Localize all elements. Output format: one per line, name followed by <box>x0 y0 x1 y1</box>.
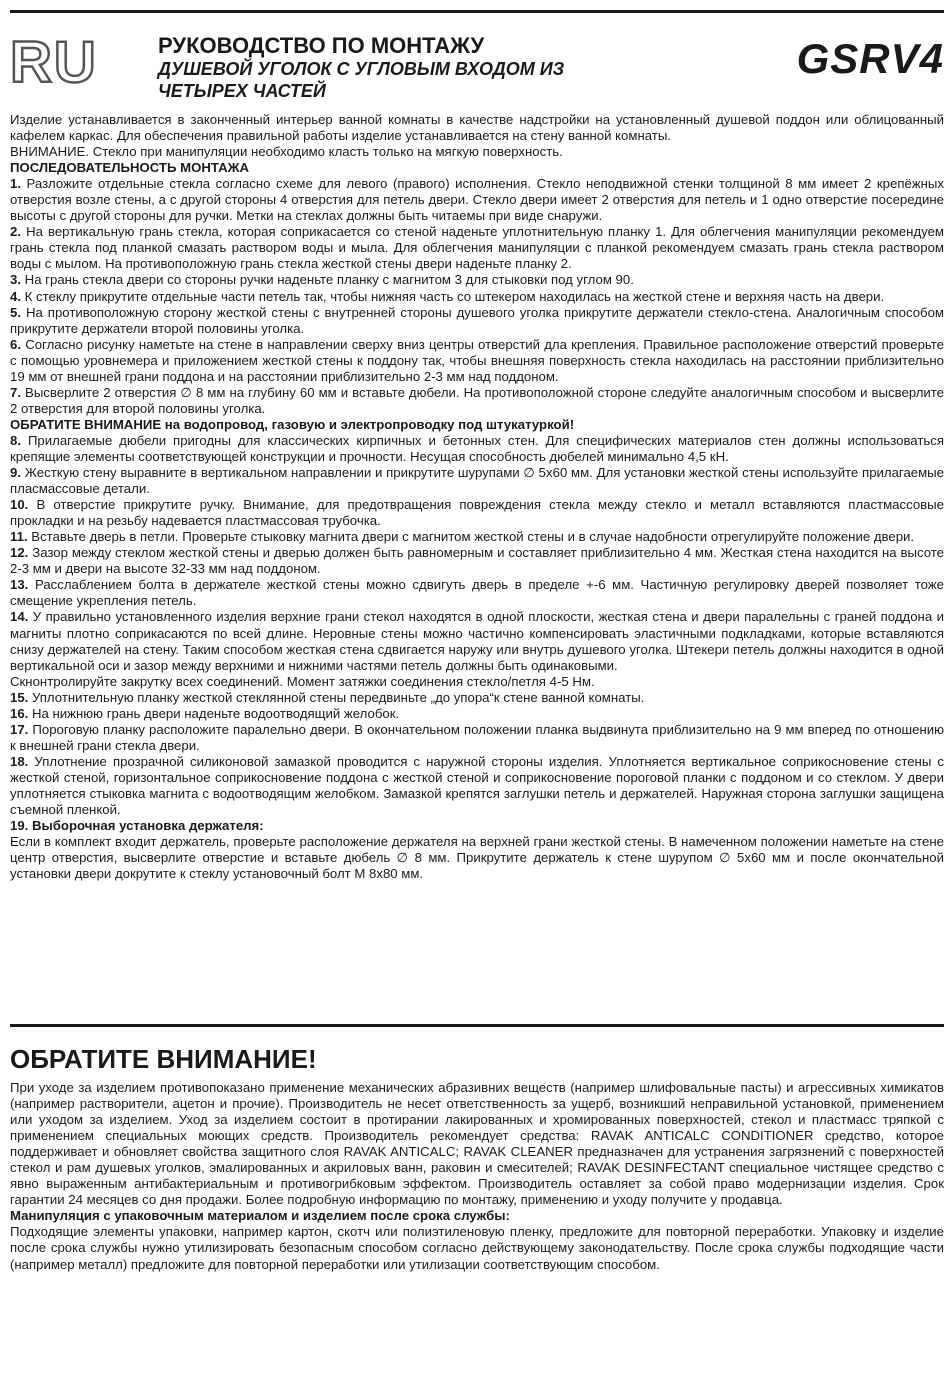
section-divider <box>10 1024 944 1027</box>
step-19-heading: 19. Выборочная установка держателя: <box>10 818 264 834</box>
torque-check: Скнонтролируйте закрутку всех соединений. Момент затяжки соединения стекло/петля 4-5 Нм. <box>10 673 595 689</box>
step-15: 15. Уплотнительную планку жесткой стеклянной стены передвиньте „до упора“к стене ванной комнаты. <box>10 689 645 705</box>
top-divider <box>10 10 944 13</box>
packaging-paragraph: Подходящие элементы упаковки, например картон, скотч или полиэтиленовую пленку, предложите для повторной переработки. Упаковку и изделие после срока службы нужно утилизировать безопасным способом согласно действующему законодательству. После срока службы подходящие части (например металл) предложите для повторной переработки или утилизации соответствующим способом. <box>10 1224 944 1272</box>
step-13: 13. Расслаблением болта в держателе жесткой стены можно сдвигуть дверь в пределе +-6 мм. Частичную регулировку дверей позволяет тоже смещение укрепления петель. <box>10 577 944 609</box>
step-1: 1. Разложите отдельные стекла согласно схеме для левого (правого) исполнения. Стекло неподвижной стенки толщиной 8 мм имеет 2 крепёжных отверстия возле стены, а с другой стороны 4 отверстия для петель двери. Стекло двери имеет 2 отверстия для петель и 1 одно отверстие посередине высоты с другой стороны для ручки. Метки на стеклах должны быть читаемы при виде снаружи. <box>10 176 944 224</box>
step-8: 8. Прилагаемые дюбели пригодны для классических кирпичных и бетонных стен. Для специфических материалов стен должны использоваться крепящие элементы соответствующей конструкции и прочности. Несущая способность дюбелей минимально 4,5 кН. <box>10 432 944 464</box>
care-paragraph: При уходе за изделием противопоказано применение механических абразивних веществ (например шлифовальные пасты) и агрессивных химикатов (например растворители, ацетон и прочие). Производитель не несет ответственность за ущерб, возникший неправильной установкой, применением или уходом за изделием. Уход за изделием состоит в протирании лакированных и хромированных поверхностей, стекол и пластмасс тряпкой с применением специальных моющих средств. Производитель рекомендует средства: RAVAK ANTICALC CONDITIONER средство, которое поддерживает и обновляет свойства защитного слоя RAVAK ANTICALC; RAVAK CLEANER предназначен для устранения загрязнений с поверхностей стекол и рам душевых уголков, эмалированных и акриловых ванн, раковин и смесителей; RAVAK DESINFECTANT специальное чистящее средство с явно выраженным антибактериальным и противогрибковым эффектом. Производитель оставляет за собой право модернизации изделия. Срок гарантии 24 месяцев со дня продажи. Более подробную информацию по монтажу, применению и уходу получите у продавца. <box>10 1080 944 1208</box>
product-subtitle-line1: ДУШЕВОЙ УГОЛОК С УГЛОВЫМ ВХОДОМ ИЗ <box>158 59 565 79</box>
step-11: 11. Вставьте дверь в петли. Проверьте стыковку магнита двери с магнитом жесткой стены и в случае надобности отрегулируйте положение двери. <box>10 529 915 545</box>
step-10: 10. В отверстие прикрутите ручку. Внимание, для предотвращения повреждения стекла между стекло и металл вставляются пластмассовые прокладки и на резьбу надевается пластмассовая трубочка. <box>10 497 944 529</box>
step-4: 4. К стеклу прикрутите отдельные части петель так, чтобы нижняя часть со штекером находилась на жесткой стене и верхняя часть на двери. <box>10 288 885 304</box>
care-notice <box>10 1080 944 1273</box>
model-code: GSRV4 <box>796 35 944 82</box>
step-7: 7. Высверлите 2 отверстия ∅ 8 мм на глубину 60 мм и вставьте дюбели. На противоположной стороне следуйте аналогичным способом и высверлите 2 отверстия для второй половины уголка. <box>10 384 944 416</box>
step-5: 5. На противоположную сторону жесткой стены с внутренней стороны душевого уголка прикрутите держатели стекло-стена. Аналогичным способом прикрутите держатели второй половины уголка. <box>10 304 944 336</box>
installation-instructions <box>10 112 944 882</box>
notice-title: ОБРАТИТЕ ВНИМАНИЕ! <box>10 1044 317 1074</box>
step-9: 9. Жесткую стену выравните в вертикальном направлении и прикрутите шурупами ∅ 5x60 мм. Для установки жесткой стены используйте прилагаемые пласмассовые детали. <box>10 465 944 497</box>
product-subtitle-line2: ЧЕТЫРЕХ ЧАСТЕЙ <box>158 81 326 101</box>
glass-warning: ВНИМАНИЕ. Стекло при манипуляции необходимо класть только на мягкую поверхность. <box>10 144 563 160</box>
step-3: 3. На грань стекла двери со стороны ручки наденьте планку с магнитом 3 для стыковки под углом 90. <box>10 272 634 288</box>
step-16: 16. На нижнюю грань двери наденьте водоотводящий желобок. <box>10 705 400 721</box>
step-17: 17. Пороговую планку расположите паралельно двери. В окончательном положении планка выдвинута приблизительно на 9 мм вперед по отношению к внешней грани стекла двери. <box>10 721 944 753</box>
intro-paragraph: Изделие устанавливается в законченный интерьер ванной комнаты в качестве надстройки на установленный душевой поддон или облицованный кафелем каркас. Для обеспечения правильной работы изделие устанавливается на стену ванной комнаты. <box>10 112 944 144</box>
step-2: 2. На вертикальную грань стекла, которая соприкасается со стеной наденьте уплотнительную планку 1. Для облегчения манипуляции рекомендуем грань стекла под планкой смазать раствором воды и мыла. Для облегчения манипуляции с планкой рекомендуем смазать грань стекла раствором воды с мылом. На противоположную грань стекла жесткой стены двери наденьте планку 2. <box>10 224 944 272</box>
manual-title: РУКОВОДСТВО ПО МОНТАЖУ <box>158 33 485 58</box>
header-titles <box>158 34 718 102</box>
language-code: RU <box>10 30 98 95</box>
step-19-text: Если в комплект входит держатель, проверьте расположение держателя на верхней грани жесткой стены. В намеченном положении наметьте на стене центр отверстия, высверлите отверстие и вставьте дюбель ∅ 8 мм. Прикрутите держатель к стене шурупом ∅ 5x60 мм и после окончательной установки двери докрутите к стеклу установочный болт М 8x80 мм. <box>10 834 944 882</box>
packaging-heading: Манипуляция с упаковочным материалом и изделием после срока службы: <box>10 1208 510 1224</box>
step-6: 6. Согласно рисунку наметьте на стене в направлении сверху вниз центры отверстий дла крепления. Правильное расположение отверстий проверьте с помощью уровнемера и приложением жесткой стены к поддону так, чтобы внешняя поверхность стекла находилась на расстоянии приблизительно 19 мм от внешней грани поддона и на расстоянии приблизительно 2-3 мм над поддоном. <box>10 336 944 384</box>
utilities-warning: ОБРАТИТЕ ВНИМАНИЕ на водопровод, газовую и электропроводку под штукатуркой! <box>10 416 575 432</box>
step-18: 18. Уплотнение прозрачной силиконовой замазкой проводится с наружной стороны изделия. Уплотняется вертикальное соприкосновение стены с жесткой стеной, горизонтальное соприкосновение поддона с жесткой стеной и соприкосновение пороговой планки с поддоном и со стеклом. У двери уплотняется стыковка магнита с водоотводящим желобком. Замазкой крепятся заглушки петель и держателей. Наружная сторона заглушки защищена съемной пленкой. <box>10 753 944 818</box>
sequence-heading: ПОСЛЕДОВАТЕЛЬНОСТЬ МОНТАЖА <box>10 160 250 176</box>
step-12: 12. Зазор между стеклом жесткой стены и дверью должен быть равномерным и составляет приблизительно 4 мм. Жесткая стена находится на высоте 2-3 мм и двери на высоте 32-33 мм над поддоном. <box>10 545 944 577</box>
step-14: 14. У правильно установленного изделия верхние грани стекол находятся в одной плоскости, жесткая стена и двери паралельны с гранeй поддона и магниты плотно соприкасаются по всей длине. Неровные стены можно частично компенсировать эластичными подкладками, которые вставляются снизу держателей на стену. Таким способом жесткая стена сдвигается наружу или внутрь душевого уголка. Штекери петель должны находится в одной вертикальной оси и зазор между верхними и нижними частями петель должны быть одинаковыми. <box>10 609 944 673</box>
